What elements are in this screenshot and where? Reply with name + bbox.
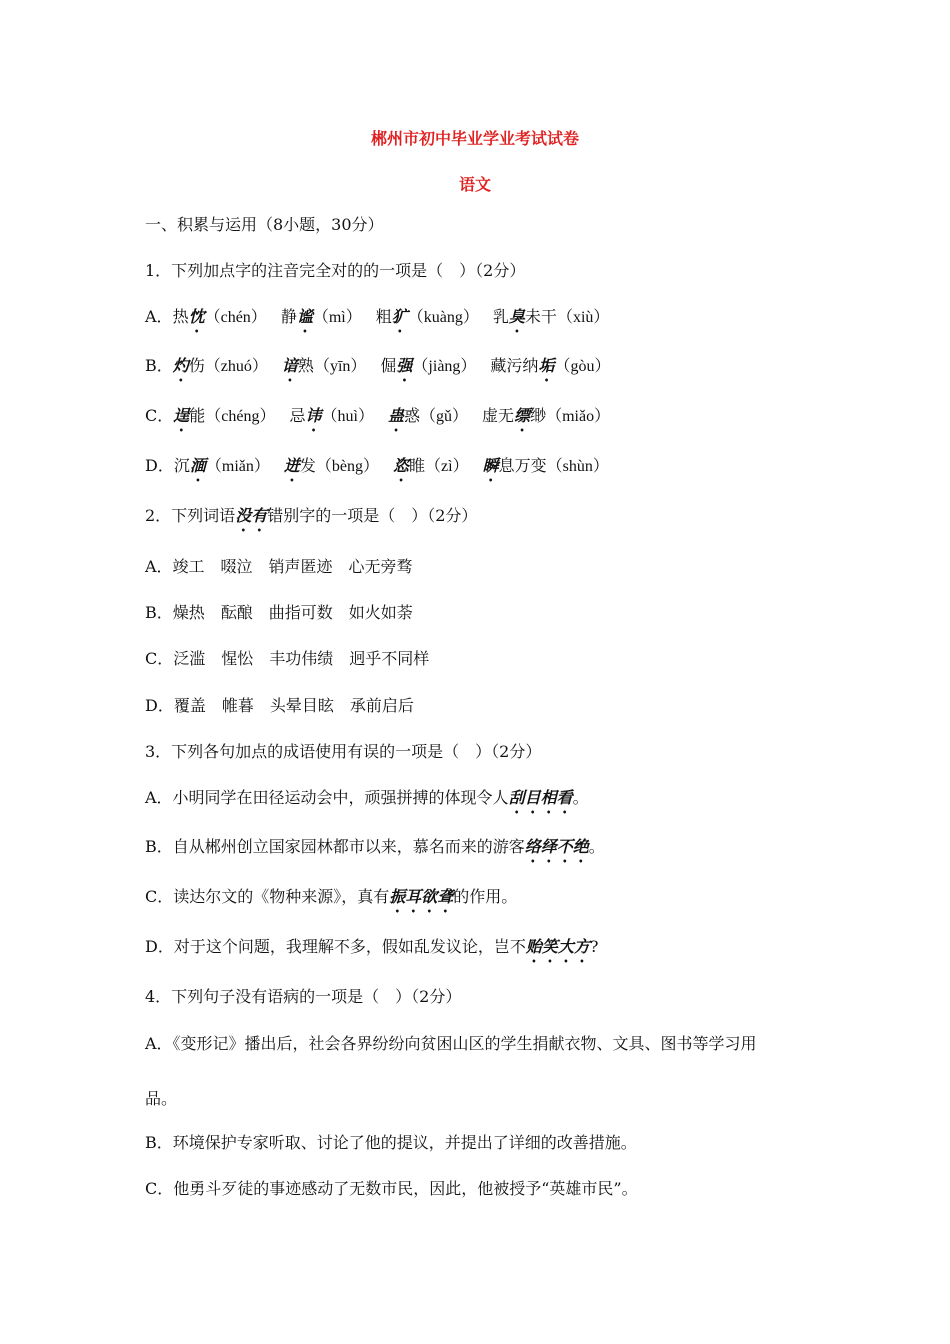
question-1-option-b: B．灼伤（zhuó） 谙熟（yīn） 倔强（jiàng） 藏污纳垢（gòu） [145,355,610,385]
option-item: 粗犷（kuàng） [375,307,479,326]
question-3-option-a: A．小明同学在田径运动会中，顽强拼搏的体现令人刮目相看。 [145,788,589,807]
option-item: 藏污纳垢（gòu） [490,356,611,375]
question-1-stem: 1．下列加点字的注音完全对的的一项是（ ）（2分） [145,261,526,280]
question-1-option-c: C．逞能（chéng） 忌讳（huì） 蛊惑（gǔ） 虚无缥缈（miǎo） [145,405,610,435]
question-4-stem: 4．下列句子没有语病的一项是（ ）（2分） [145,987,462,1006]
option-item: 虚无缥缈（miǎo） [482,406,611,425]
option-item: 恣睢（zì） [393,456,469,475]
question-3-stem: 3．下列各句加点的成语使用有误的一项是（ ）（2分） [145,742,542,761]
option-item: 迸发（bèng） [283,456,380,475]
option-item: 热忱（chén） [172,307,267,326]
question-1-option-d: D．沉湎（miǎn） 迸发（bèng） 恣睢（zì） 瞬息万变（shùn） [145,455,609,485]
option-item: 逞能（chéng） [173,406,276,425]
question-4-option-a: A．《变形记》播出后，社会各界纷纷向贫困山区的学生捐献衣物、文具、图书等学习用 [145,1034,757,1053]
question-4-option-a-continued: 品。 [145,1089,178,1108]
option-item: 沉湎（miǎn） [173,456,270,475]
question-2-stem: 2．下列词语没有错别字的一项是（ ）（2分） [145,506,478,525]
question-3-option-d: D．对于这个问题，我理解不多，假如乱发议论，岂不贻笑大方? [145,937,599,956]
option-item: 谙熟（yīn） [281,356,367,375]
option-item: 倔强（jiàng） [380,356,477,375]
question-3-option-c: C．读达尔文的《物种来源》，真有振耳欲聋的作用。 [145,887,518,906]
option-item: 瞬息万变（shùn） [482,456,609,475]
question-2-option-d: D．覆盖 帷暮 头晕目眩 承前启后 [145,696,414,715]
option-item: 忌讳（huì） [289,406,374,425]
option-item: 乳臭未干（xiù） [492,307,610,326]
question-2-option-c: C．泛滥 惺忪 丰功伟绩 迥乎不同样 [145,649,430,668]
question-2-option-a: A．竣工 啜泣 销声匿迹 心无旁骛 [145,557,413,576]
question-4-option-c: C．他勇斗歹徒的事迹感动了无数市民，因此，他被授予“英雄市民”。 [145,1179,638,1198]
section-heading: 一、积累与运用（8小题，30分） [145,215,384,234]
option-item: 静谧（mì） [280,307,362,326]
question-3-option-b: B．自从郴州创立国家园林都市以来，慕名而来的游客络绎不绝。 [145,837,605,856]
exam-title: 郴州市初中毕业学业考试试卷 [370,129,579,148]
option-item: 蛊惑（gǔ） [387,406,469,425]
question-1-option-a: A．热忱（chén） 静谧（mì） 粗犷（kuàng） 乳臭未干（xiù） [145,306,609,336]
subject-title: 语文 [458,175,491,194]
option-item: 灼伤（zhuó） [172,356,268,375]
question-2-option-b: B．燥热 酝酿 曲指可数 如火如荼 [145,603,413,622]
question-4-option-b: B．环境保护专家听取、讨论了他的提议，并提出了详细的改善措施。 [145,1133,637,1152]
